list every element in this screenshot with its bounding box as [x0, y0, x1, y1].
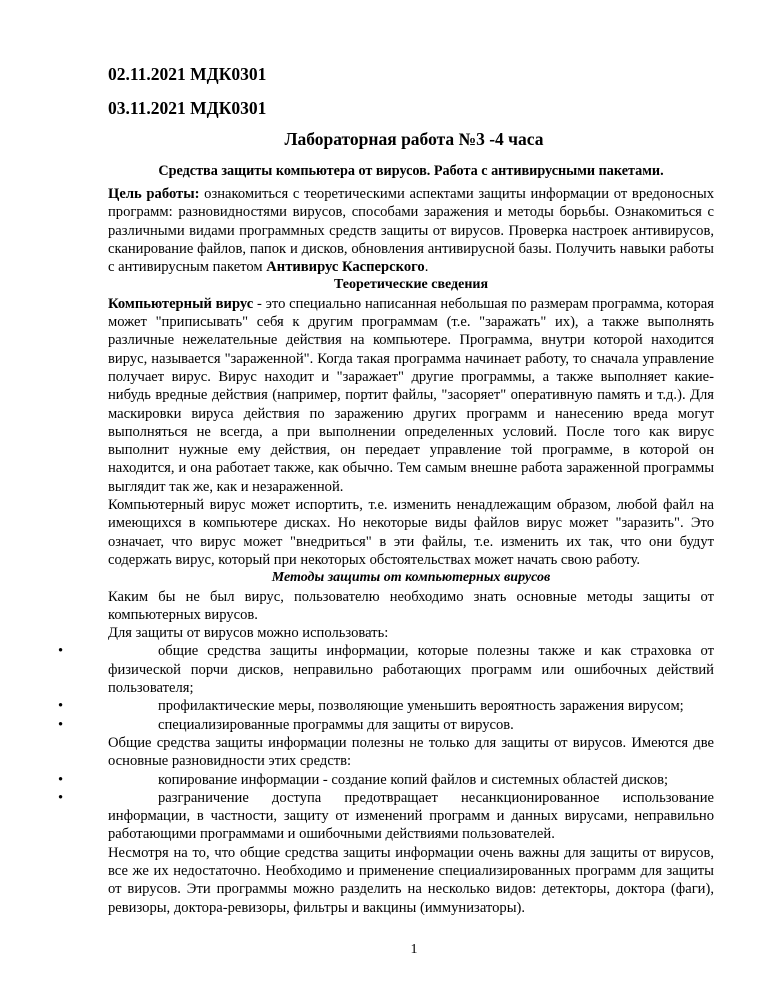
goal-product-name: Антивирус Касперского [266, 259, 425, 276]
goal-end: . [424, 259, 429, 276]
list-item [58, 642, 714, 697]
general-paragraph: Общие средства защиты информации полезны не только для защиты от вирусов. Имеются две основные разновидности этих средств: [108, 734, 714, 770]
list-item-text: копирование информации - создание копий файлов и системных областей дисков; [158, 771, 669, 788]
methods-intro: Каким бы не был вирус, пользователю необходимо знать основные методы защиты от компьютерных вирусов. [108, 588, 714, 623]
goal-text: ознакомиться с теоретическими аспектами защиты информации от вредоносных программ: разновидностями вирусов, способами заражения и методы борьбы. Ознакомиться с различными видами программных средств защиты от вирусов. Проверка настроек антивирусов, сканирование файлов, папок и дисков, обновления антивирусной базы. Получить навыки работы с антивирусным пакетом [108, 186, 714, 276]
goal-paragraph [108, 185, 714, 276]
goal-label: Цель работы: [108, 186, 200, 202]
document-body [58, 185, 715, 917]
page-number: 1 [410, 942, 418, 957]
list-item-text: общие средства защиты информации, которые полезны также и как страховка от физической порчи дисков, неправильно работающих программ или ошибочных действий пользователя; [108, 643, 714, 697]
theory-heading: Теоретические сведения [333, 277, 489, 293]
closing-paragraph: Несмотря на то, что общие средства защиты информации очень важны для защиты от вирусов, все же их недостаточно. Необходимо и применение специализированных программ для защиты от вирусов. Эти программы можно разделить на несколько видов: детекторы, доктора (фаги), ревизоры, доктора-ревизоры, фильтры и вакцины (иммунизаторы). [108, 844, 714, 916]
list-item-text: разграничение доступа предотвращает несанкционированное использование информации, в частности, защиту от изменений программ и данных вирусами, неправильно работающими программами и ошибочными действиями пользователей. [108, 789, 714, 843]
list-item-text: профилактические меры, позволяющие уменьшить вероятность заражения вирусом; [158, 698, 684, 715]
theory-text-1: - это специально написанная небольшая по размерам программа, которая может "приписывать" себя к другим программам (т.е. "заражать" их), а также выполнять различные нежелательные действия на компьютере. Программа, внутри которой находится вирус, называется "зараженной". Когда такая программа начинает работу, то сначала управление получает вирус. Вирус находит и "заражает" другие программы, а также выполняет какие-нибудь вредные действия (например, портит файлы, "засоряет" оперативную память и т.д.). Для маскировки вируса действия по заражению других программ и нанесению вреда могут выполняться не всегда, а при выполнении определенных условий. После того как вирус выполнит нужные ему действия, он передает управление той программе, в которой он находится, и она работает также, как обычно. Тем самым внешне работа зараженной программы выглядит так же, как и незараженной. [108, 295, 715, 495]
bullet-icon: • [58, 716, 64, 733]
page-subtitle: Средства защиты компьютера от вирусов. Работа с антивирусными пакетами. [158, 163, 664, 179]
list-item [58, 716, 714, 734]
list-item-text: специализированные программы для защиты от вирусов. [158, 716, 514, 733]
date-line-1: 02.11.2021 МДК0301 [108, 64, 267, 84]
theory-paragraph-2: Компьютерный вирус может испортить, т.е. изменить ненадлежащим образом, любой файл на имеющихся в компьютере дисках. Но некоторые виды файлов вирус может "заразить". Это означает, что вирус может "внедриться" в эти файлы, т.е. изменить их так, что они будут содержать вирус, который при некоторых обстоятельствах может начать свою работу. [108, 497, 714, 568]
methods-heading: Методы защиты от компьютерных вирусов [271, 570, 551, 586]
list-item [58, 789, 714, 844]
list-item [58, 771, 714, 789]
theory-paragraph-1 [108, 295, 714, 496]
list-item [58, 697, 714, 715]
bullet-icon: • [58, 643, 64, 660]
bullet-icon: • [58, 698, 64, 715]
theory-term: Компьютерный вирус [108, 295, 254, 312]
bullet-icon: • [58, 771, 64, 788]
methods-lead: Для защиты от вирусов можно использовать: [108, 625, 389, 642]
bullet-icon: • [58, 789, 64, 806]
date-line-2: 03.11.2021 МДК0301 [108, 98, 267, 118]
page-title: Лабораторная работа №3 -4 часа [284, 129, 544, 149]
